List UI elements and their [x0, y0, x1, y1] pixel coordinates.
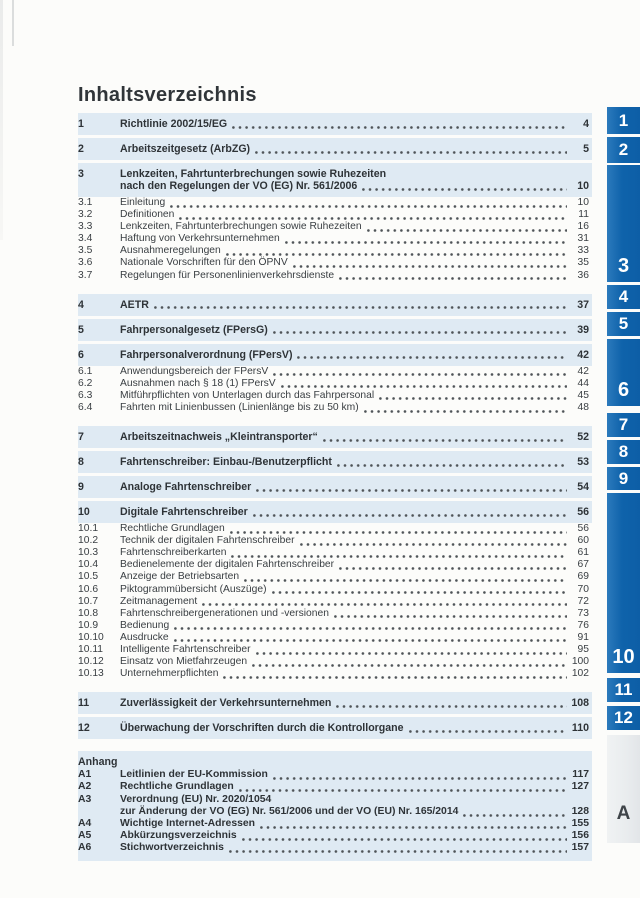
toc-entry-page: 56 — [577, 506, 589, 519]
toc-entry-title: Lenkzeiten, Fahrtunterbrechungen sowie Ruhezeiten — [120, 221, 362, 233]
toc-entry-title: Regelungen für Personenlinienverkehrsdienste — [120, 269, 335, 281]
thumb-tab-label: 5 — [618, 314, 629, 333]
toc-entry-page: 95 — [577, 643, 589, 655]
toc-entry-page: 10 — [577, 180, 589, 192]
dot-leader — [202, 603, 567, 606]
dot-leader — [281, 385, 567, 388]
toc-entry-10-8 — [78, 608, 592, 620]
toc-entry-10-12 — [78, 656, 592, 668]
toc-entry-title: Überwachung der Vorschriften durch die Kontrollorgane — [120, 722, 404, 735]
toc-entry-number: 10.5 — [78, 571, 99, 583]
toc-entry-title: Fahrtenschreibergenerationen und -versionen — [120, 607, 329, 619]
toc-entry-number: 3.7 — [78, 269, 93, 281]
toc-entry-number: 1 — [78, 118, 84, 130]
toc-entry-page: 33 — [577, 245, 589, 257]
toc-entry-11 — [78, 692, 592, 714]
toc-entry-page: 127 — [571, 781, 589, 793]
toc-entry-number: 11 — [78, 697, 90, 710]
toc-entry-title: Fahrten mit Linienbussen (Linienlänge bis zu 50 km) — [120, 401, 359, 413]
toc-entry-title: Fahrpersonalverordnung (FPersV) — [120, 348, 293, 361]
toc-entry-page: 70 — [577, 583, 589, 595]
dot-leader — [231, 555, 567, 558]
toc-entry-number: A3 — [78, 793, 92, 805]
dot-leader — [179, 217, 567, 220]
toc-entry-title: Abkürzungsverzeichnis — [120, 830, 237, 842]
toc-entry-title: Technik der digitalen Fahrtenschreiber — [120, 535, 295, 547]
toc-entry-page: 100 — [571, 656, 589, 668]
dot-leader — [174, 627, 567, 630]
thumb-tab-12 — [607, 706, 640, 730]
toc-entry-title: Zeitmanagement — [120, 595, 198, 607]
thumb-tab-1 — [607, 107, 640, 134]
toc-entry-page: 42 — [577, 348, 589, 361]
toc-entry-number: 10.6 — [78, 583, 99, 595]
dot-leader — [336, 705, 567, 708]
dot-leader — [367, 229, 567, 232]
thumb-tab-label: 7 — [618, 415, 629, 434]
thumb-tab-11 — [607, 678, 640, 702]
toc-entry-page: 69 — [577, 571, 589, 583]
dot-leader — [226, 253, 567, 256]
toc-entry-page: 16 — [577, 221, 589, 233]
toc-entry-title: Piktogrammübersicht (Auszüge) — [120, 583, 267, 595]
toc-entry-number: 3.2 — [78, 209, 93, 221]
toc-entry-number: 10 — [78, 506, 90, 519]
toc-entry-title: Rechtliche Grundlagen — [120, 523, 225, 535]
toc-entry-10-6 — [78, 584, 592, 596]
toc-entry-title: Zuverlässigkeit der Verkehrsunternehmen — [120, 697, 332, 710]
thumb-tab-5 — [607, 312, 640, 336]
dot-leader — [379, 397, 567, 400]
toc-entry-10-3 — [78, 547, 592, 559]
toc-entry-title: AETR — [120, 298, 149, 311]
toc-entry-6-4 — [78, 402, 592, 414]
toc-entry-page: 61 — [577, 547, 589, 559]
dot-leader — [300, 543, 567, 546]
toc-entry-number: A4 — [78, 818, 92, 830]
toc-entry-10-10 — [78, 632, 592, 644]
toc-entry-title-line1: Verordnung (EU) Nr. 2020/1054 — [120, 793, 272, 805]
toc-entry-title: Richtlinie 2002/15/EG — [120, 118, 228, 130]
toc-entry-number: 10.3 — [78, 547, 99, 559]
thumb-tab-8 — [607, 440, 640, 464]
toc-entry-number: 10.4 — [78, 559, 99, 571]
thumb-tab-label: 3 — [617, 255, 630, 277]
toc-entry-title: Ausnahmeregelungen — [120, 245, 221, 257]
toc-entry-10-4 — [78, 559, 592, 571]
toc-entry-A4 — [78, 818, 592, 830]
appendix-label: Anhang — [78, 756, 118, 769]
toc-entry-page: 54 — [577, 481, 589, 494]
dot-leader — [273, 331, 567, 334]
toc-entry-title: Nationale Vorschriften für den ÖPNV — [120, 257, 288, 269]
toc-entry-list — [78, 113, 592, 739]
dot-leader — [256, 489, 567, 492]
dot-leader — [239, 789, 567, 792]
toc-entry-6-3 — [78, 390, 592, 402]
toc-entry-12 — [78, 717, 592, 739]
dot-leader — [323, 439, 567, 442]
toc-entry-title: Einsatz von Mietfahrzeugen — [120, 656, 248, 668]
toc-entry-number: 10.10 — [78, 631, 104, 643]
toc-entry-page: 52 — [577, 431, 589, 444]
dot-leader — [339, 567, 567, 570]
thumb-tab-label: 6 — [617, 379, 630, 401]
dot-leader — [244, 579, 567, 582]
toc-entry-8 — [78, 451, 592, 473]
toc-entry-title: Rechtliche Grundlagen — [120, 781, 234, 793]
toc-entry-6 — [78, 344, 592, 366]
toc-entry-page: 156 — [571, 830, 589, 842]
dot-leader — [272, 591, 568, 594]
dot-leader — [260, 826, 567, 829]
toc-entry-title: Arbeitszeitnachweis „Kleintransporter“ — [120, 431, 318, 444]
dot-leader — [362, 188, 567, 191]
toc-entry-A6 — [78, 842, 592, 854]
toc-entry-1 — [78, 113, 592, 135]
toc-entry-title: Ausnahmen nach § 18 (1) FPersV — [120, 377, 276, 389]
toc-entry-number: 8 — [78, 456, 84, 469]
toc-entry-page: 128 — [571, 805, 589, 817]
toc-entry-5 — [78, 319, 592, 341]
toc-entry-9 — [78, 476, 592, 498]
dot-leader — [293, 265, 567, 268]
toc-entry-10-7 — [78, 596, 592, 608]
dot-leader — [230, 531, 567, 534]
thumb-tab-10 — [607, 493, 640, 673]
toc-entry-page: 117 — [572, 769, 589, 781]
toc-entry-number: 10.12 — [78, 656, 104, 668]
toc-entry-number: 2 — [78, 143, 84, 155]
toc-entry-A1 — [78, 769, 592, 781]
thumb-tab-label: 11 — [614, 680, 633, 699]
toc-entry-3-2 — [78, 209, 592, 221]
thumb-tab-label: 8 — [618, 442, 629, 461]
thumb-tab-A — [607, 735, 640, 843]
appendix-entry-list — [78, 769, 592, 854]
toc-entry-10-1 — [78, 523, 592, 535]
toc-entry-title: Digitale Fahrtenschreiber — [120, 506, 248, 519]
thumb-tab-label: 4 — [618, 287, 629, 306]
thumb-tab-label: 10 — [612, 646, 635, 668]
dot-leader — [229, 850, 567, 853]
toc-entry-A2 — [78, 781, 592, 793]
toc-entry-title: Bedienung — [120, 619, 170, 631]
toc-entry-number: 10.1 — [78, 523, 99, 535]
toc-entry-number: 3.3 — [78, 221, 93, 233]
toc-entry-number: 10.13 — [78, 668, 104, 680]
toc-entry-number: A5 — [78, 830, 92, 842]
thumb-tab-label: 1 — [618, 110, 629, 130]
toc-entry-7 — [78, 426, 592, 448]
toc-entry-page: 157 — [571, 842, 589, 854]
dot-leader — [174, 639, 567, 642]
toc-entry-title: Bedienelemente der digitalen Fahrtenschreiber — [120, 559, 335, 571]
toc-entry-page: 45 — [577, 389, 589, 401]
toc-entry-number: 6.2 — [78, 377, 93, 389]
toc-entry-page: 10 — [577, 197, 589, 208]
toc-entry-page: 102 — [571, 668, 589, 680]
toc-entry-3-3 — [78, 221, 592, 233]
toc-entry-title: Anzeige der Betriebsarten — [120, 571, 240, 583]
thumb-tab-label: 2 — [618, 140, 629, 159]
dot-leader — [223, 676, 567, 679]
toc-entry-3-7 — [78, 270, 592, 282]
toc-entry-title: Analoge Fahrtenschreiber — [120, 481, 252, 494]
thumb-tab-9 — [607, 467, 640, 490]
toc-entry-page: 37 — [577, 298, 589, 311]
toc-entry-page: 31 — [577, 233, 589, 245]
toc-entry-3-5 — [78, 245, 592, 257]
toc-entry-title: Definitionen — [120, 209, 175, 221]
toc-entry-number: 9 — [78, 481, 84, 494]
toc-entry-10 — [78, 501, 592, 523]
toc-entry-number: 3.1 — [78, 197, 93, 208]
dot-leader — [170, 205, 567, 208]
toc-entry-10-5 — [78, 571, 592, 583]
toc-entry-3-4 — [78, 233, 592, 245]
scan-artifact — [12, 0, 14, 46]
toc-entry-number: 6.3 — [78, 389, 93, 401]
toc-entry-3-1 — [78, 197, 592, 209]
toc-entry-number: 4 — [78, 298, 84, 311]
thumb-tab-6 — [607, 339, 640, 406]
dot-leader — [285, 241, 567, 244]
toc-entry-A5 — [78, 830, 592, 842]
dot-leader — [337, 464, 567, 467]
toc-entry-page: 110 — [571, 722, 589, 735]
toc-entry-number: A2 — [78, 781, 92, 793]
dot-leader — [255, 151, 567, 154]
toc-entry-page: 56 — [577, 523, 589, 535]
toc-entry-number: 6.1 — [78, 365, 93, 377]
toc-entry-number: 5 — [78, 323, 84, 336]
toc-entry-number: 10.11 — [78, 643, 104, 655]
toc-entry-page: 67 — [577, 559, 589, 571]
toc-entry-title-line1: Lenkzeiten, Fahrtunterbrechungen sowie Ruhezeiten — [120, 168, 387, 180]
thumb-tab-7 — [607, 413, 640, 437]
toc-entry-page: 155 — [571, 818, 589, 830]
dot-leader — [252, 664, 567, 667]
dot-leader — [273, 373, 567, 376]
toc-entry-3 — [78, 163, 592, 197]
toc-entry-title: Haftung von Verkehrsunternehmen — [120, 233, 280, 245]
dot-leader — [273, 777, 567, 780]
toc-entry-title: Arbeitszeitgesetz (ArbZG) — [120, 143, 251, 155]
thumb-tab-3 — [607, 165, 640, 282]
page-title: Inhaltsverzeichnis — [78, 84, 257, 106]
toc-entry-number: 3.6 — [78, 257, 93, 269]
toc-entry-title: Intelligente Fahrtenschreiber — [120, 643, 251, 655]
toc-entry-6-1 — [78, 366, 592, 378]
toc-entry-page: 11 — [578, 209, 589, 221]
toc-entry-title: Wichtige Internet-Adressen — [120, 818, 256, 830]
toc-entry-page: 36 — [577, 269, 589, 281]
thumb-tab-label: 9 — [618, 468, 629, 488]
toc-entry-6-2 — [78, 378, 592, 390]
appendix-label-row — [78, 756, 592, 769]
toc-entry-title: Einleitung — [120, 197, 166, 208]
dot-leader — [334, 615, 567, 618]
dot-leader — [364, 410, 567, 413]
toc-entry-number: 10.8 — [78, 607, 99, 619]
dot-leader — [256, 652, 567, 655]
toc-entry-title: Fahrpersonalgesetz (FPersG) — [120, 323, 268, 336]
toc-entry-page: 72 — [577, 595, 589, 607]
toc-entry-title: Unternehmerpflichten — [120, 668, 219, 680]
dot-leader — [297, 356, 567, 359]
toc-entry-page: 73 — [577, 607, 589, 619]
dot-leader — [253, 514, 567, 517]
dot-leader — [339, 277, 567, 280]
toc-entry-10-11 — [78, 644, 592, 656]
dot-leader — [242, 838, 567, 841]
toc-entry-number: 12 — [78, 722, 90, 735]
toc-entry-number: 10.2 — [78, 535, 99, 547]
dot-leader — [232, 126, 567, 129]
toc-entry-page: 108 — [571, 697, 589, 710]
toc-entry-number: 10.7 — [78, 595, 99, 607]
toc-entry-page: 4 — [583, 118, 589, 130]
thumb-tab-2 — [607, 137, 640, 163]
toc-entry-number: 3 — [78, 168, 84, 180]
dot-leader — [463, 814, 567, 817]
appendix-block — [78, 751, 592, 860]
toc-entry-title: Mitführpflichten von Unterlagen durch das Fahrpersonal — [120, 389, 375, 401]
toc-entry-title: Ausdrucke — [120, 631, 169, 643]
toc-entry-title: Fahrtenschreiberkarten — [120, 547, 227, 559]
dot-leader — [154, 306, 567, 309]
dot-leader — [409, 730, 567, 733]
thumb-tab-label: A — [616, 803, 631, 824]
toc-entry-2 — [78, 138, 592, 160]
toc-entry-number: 10.9 — [78, 619, 99, 631]
toc-entry-number: A1 — [78, 769, 92, 781]
toc-entry-10-9 — [78, 620, 592, 632]
scan-artifact — [0, 0, 3, 240]
thumb-tab-label: 12 — [614, 708, 633, 727]
toc-entry-page: 44 — [577, 377, 589, 389]
toc-entry-page: 48 — [577, 401, 589, 413]
toc-entry-title: Anwendungsbereich der FPersV — [120, 365, 269, 377]
toc-entry-page: 91 — [577, 631, 589, 643]
toc-entry-page: 5 — [583, 143, 589, 155]
toc-entry-number: A6 — [78, 842, 92, 854]
toc-entry-title: Stichwortverzeichnis — [120, 842, 224, 854]
table-of-contents — [78, 84, 592, 861]
toc-entry-page: 60 — [577, 535, 589, 547]
thumb-tab-4 — [607, 285, 640, 309]
toc-entry-A3 — [78, 794, 592, 818]
toc-entry-number: 3.4 — [78, 233, 93, 245]
toc-entry-title: nach den Regelungen der VO (EG) Nr. 561/2006 — [120, 180, 358, 192]
toc-entry-number: 7 — [78, 431, 84, 444]
toc-entry-3-6 — [78, 257, 592, 269]
toc-entry-title: Fahrtenschreiber: Einbau-/Benutzerpflicht — [120, 456, 332, 469]
toc-entry-10-13 — [78, 668, 592, 680]
toc-entry-title: Leitlinien der EU-Kommission — [120, 769, 268, 781]
toc-entry-page: 53 — [577, 456, 589, 469]
toc-entry-page: 76 — [577, 619, 589, 631]
toc-entry-page: 39 — [577, 323, 589, 336]
toc-entry-page: 35 — [577, 257, 589, 269]
toc-entry-number: 6 — [78, 348, 84, 361]
toc-entry-4 — [78, 294, 592, 316]
toc-entry-page: 42 — [577, 365, 589, 377]
toc-entry-10-2 — [78, 535, 592, 547]
toc-entry-number: 3.5 — [78, 245, 93, 257]
toc-entry-number: 6.4 — [78, 401, 93, 413]
toc-entry-title: zur Änderung der VO (EG) Nr. 561/2006 und der VO (EU) Nr. 165/2014 — [120, 805, 459, 817]
